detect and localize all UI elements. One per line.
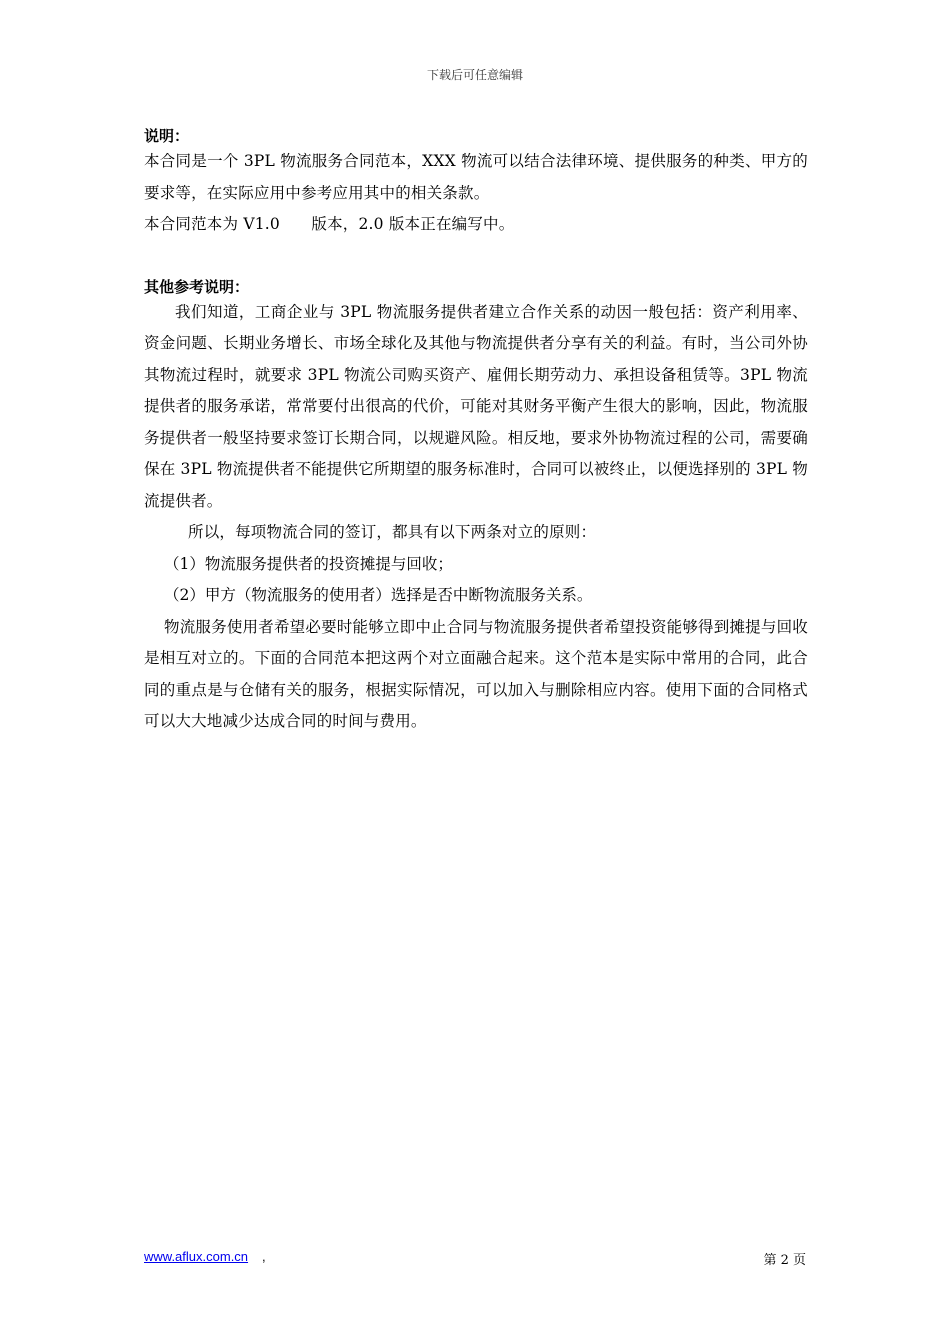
closing-paragraph: 物流服务使用者希望必要时能够立即中止合同与物流服务提供者希望投资能够得到摊提与回收是相互对立的。下面的合同范本把这两个对立面融合起来。这个范本是实际中常用的合同，此合同的重点是与仓储有关的服务，根据实际情况，可以加入与删除相应内容。使用下面的合同格式可以大大地减少达成合同的时间与费用。 — [144, 617, 808, 730]
principle-item-1: （1）物流服务提供者的投资摊提与回收； — [164, 554, 453, 573]
footer-website-link[interactable]: www.aflux.com.cn — [144, 1249, 249, 1264]
footer-comma: , — [262, 1249, 266, 1264]
section-heading-description: 说明： — [144, 127, 190, 145]
principle-item-2: （2）甲方（物流服务的使用者）选择是否中断物流服务关系。 — [164, 586, 593, 604]
description-paragraph-1: 本合同是一个 3PL 物流服务合同范本，XXX 物流可以结合法律环境、提供服务的种类、甲方的要求等，在实际应用中参考应用其中的相关条款。 — [144, 152, 808, 202]
section-heading-other-notes: 其他参考说明： — [144, 277, 250, 296]
page-header: 下载后可任意编辑 — [426, 68, 523, 82]
description-paragraph-2: 本合同范本为 V1.0 版本，2.0 版本正在编写中。 — [144, 215, 515, 233]
other-notes-intro-paragraph: 我们知道，工商企业与 3PL 物流服务提供者建立合作关系的动因一般包括：资产利用率、资金问题、长期业务增长、市场全球化及其他与物流提供者分享有关的利益。有时，当公司外协其物流过程时，就要求 3PL 物流公司购买资产、雇佣长期劳动力、承担设备租赁等。3PL 物流提供者的服务承诺，常常要付出很高的代价，可能对其财务平衡产生很大的影响，因此，物流服务提供者一般坚持要求签订长期合同，以规避风险。相反地，要求外协物流过程的公司，需要确保在 3PL 物流提供者不能提供它所期望的服务标准时，合同可以被终止，以便选择别的 3PL 物流提供者。 — [144, 302, 808, 510]
document-body — [144, 126, 808, 738]
footer-page-number: 第 2 页 — [763, 1253, 806, 1268]
principles-intro-paragraph: 所以，每项物流合同的签订，都具有以下两条对立的原则： — [188, 523, 597, 541]
